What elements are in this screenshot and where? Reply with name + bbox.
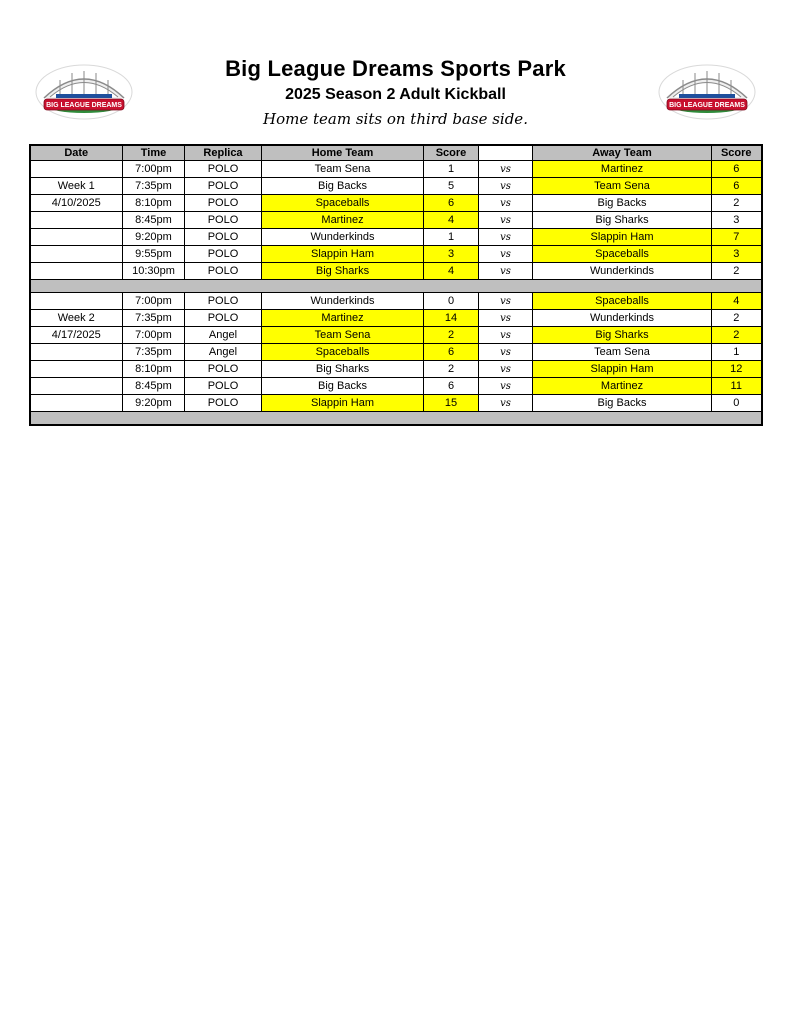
away-score-cell: 6 (712, 178, 762, 195)
vs-cell: vs (479, 361, 533, 378)
away-team-cell: Big Sharks (533, 327, 712, 344)
replica-cell: POLO (185, 178, 262, 195)
home-team-cell: Martinez (262, 310, 424, 327)
away-team-cell: Big Sharks (533, 212, 712, 229)
home-team-cell: Slappin Ham (262, 395, 424, 412)
home-team-cell: Big Sharks (262, 263, 424, 280)
home-score-cell: 2 (424, 361, 479, 378)
time-cell: 10:30pm (123, 263, 185, 280)
table-row (30, 361, 762, 378)
replica-cell: POLO (185, 161, 262, 178)
big-league-dreams-logo-right (657, 62, 757, 122)
vs-cell: vs (479, 229, 533, 246)
vs-cell: vs (479, 344, 533, 361)
date-cell: 4/17/2025 (30, 327, 123, 344)
vs-cell: vs (479, 310, 533, 327)
table-row (30, 378, 762, 395)
away-team-cell: Spaceballs (533, 293, 712, 310)
header-date: Date (30, 145, 123, 161)
vs-cell: vs (479, 263, 533, 280)
home-team-cell: Slappin Ham (262, 246, 424, 263)
home-team-cell: Team Sena (262, 327, 424, 344)
table-row (30, 293, 762, 310)
date-cell: 4/10/2025 (30, 195, 123, 212)
replica-cell: POLO (185, 310, 262, 327)
replica-cell: POLO (185, 212, 262, 229)
table-row (30, 263, 762, 280)
away-score-cell: 1 (712, 344, 762, 361)
away-score-cell: 4 (712, 293, 762, 310)
vs-cell: vs (479, 327, 533, 344)
away-team-cell: Big Backs (533, 395, 712, 412)
separator-row (30, 280, 762, 293)
replica-cell: POLO (185, 378, 262, 395)
home-team-cell: Team Sena (262, 161, 424, 178)
replica-cell: POLO (185, 195, 262, 212)
table-row (30, 327, 762, 344)
stadium-logo-graphic (34, 62, 134, 122)
time-cell: 8:45pm (123, 212, 185, 229)
date-cell (30, 344, 123, 361)
time-cell: 7:35pm (123, 310, 185, 327)
time-cell: 7:00pm (123, 293, 185, 310)
home-team-cell: Martinez (262, 212, 424, 229)
vs-cell: vs (479, 161, 533, 178)
date-cell (30, 263, 123, 280)
header-away-score: Score (712, 145, 762, 161)
logo-banner-text: BIG LEAGUE DREAMS (669, 102, 745, 109)
date-cell: Week 2 (30, 310, 123, 327)
home-team-cell: Wunderkinds (262, 293, 424, 310)
replica-cell: POLO (185, 395, 262, 412)
home-score-cell: 4 (424, 212, 479, 229)
home-score-cell: 14 (424, 310, 479, 327)
replica-cell: POLO (185, 246, 262, 263)
separator-cell (30, 280, 762, 293)
vs-cell: vs (479, 212, 533, 229)
home-score-cell: 5 (424, 178, 479, 195)
home-team-cell: Big Backs (262, 178, 424, 195)
away-team-cell: Spaceballs (533, 246, 712, 263)
away-score-cell: 12 (712, 361, 762, 378)
away-score-cell: 6 (712, 161, 762, 178)
date-cell (30, 246, 123, 263)
replica-cell: POLO (185, 361, 262, 378)
page-subtitle: 2025 Season 2 Adult Kickball (285, 86, 506, 103)
vs-cell: vs (479, 293, 533, 310)
replica-cell: Angel (185, 327, 262, 344)
replica-cell: POLO (185, 293, 262, 310)
home-team-cell: Spaceballs (262, 344, 424, 361)
table-row (30, 212, 762, 229)
time-cell: 9:20pm (123, 395, 185, 412)
schedule-table (29, 144, 763, 426)
date-cell (30, 378, 123, 395)
home-team-note: Home team sits on third base side. (263, 110, 528, 128)
table-row (30, 229, 762, 246)
home-team-cell: Spaceballs (262, 195, 424, 212)
table-row (30, 195, 762, 212)
home-score-cell: 1 (424, 161, 479, 178)
time-cell: 7:35pm (123, 178, 185, 195)
table-header-row (30, 145, 762, 161)
home-team-cell: Wunderkinds (262, 229, 424, 246)
date-cell (30, 212, 123, 229)
page-header (0, 56, 791, 128)
home-score-cell: 4 (424, 263, 479, 280)
table-row (30, 178, 762, 195)
vs-cell: vs (479, 195, 533, 212)
vs-cell: vs (479, 378, 533, 395)
header-home-score: Score (424, 145, 479, 161)
time-cell: 8:45pm (123, 378, 185, 395)
logo-banner-text: BIG LEAGUE DREAMS (46, 102, 122, 109)
away-score-cell: 2 (712, 195, 762, 212)
vs-cell: vs (479, 178, 533, 195)
page-title: Big League Dreams Sports Park (225, 56, 566, 81)
separator-row (30, 412, 762, 425)
away-team-cell: Slappin Ham (533, 361, 712, 378)
title-block (134, 56, 657, 128)
table-row (30, 310, 762, 327)
header-time: Time (123, 145, 185, 161)
home-team-cell: Big Backs (262, 378, 424, 395)
home-team-cell: Big Sharks (262, 361, 424, 378)
away-score-cell: 0 (712, 395, 762, 412)
table-row (30, 395, 762, 412)
time-cell: 9:55pm (123, 246, 185, 263)
date-cell (30, 161, 123, 178)
header-home-team: Home Team (262, 145, 424, 161)
away-score-cell: 11 (712, 378, 762, 395)
date-cell (30, 229, 123, 246)
table-row (30, 246, 762, 263)
time-cell: 7:00pm (123, 161, 185, 178)
date-cell (30, 361, 123, 378)
home-score-cell: 6 (424, 344, 479, 361)
time-cell: 8:10pm (123, 361, 185, 378)
stadium-logo-graphic (657, 62, 757, 122)
home-score-cell: 2 (424, 327, 479, 344)
replica-cell: POLO (185, 263, 262, 280)
header-vs-spacer (479, 145, 533, 161)
away-score-cell: 3 (712, 246, 762, 263)
replica-cell: Angel (185, 344, 262, 361)
time-cell: 8:10pm (123, 195, 185, 212)
home-score-cell: 0 (424, 293, 479, 310)
header-replica: Replica (185, 145, 262, 161)
away-score-cell: 2 (712, 263, 762, 280)
replica-cell: POLO (185, 229, 262, 246)
away-score-cell: 2 (712, 327, 762, 344)
home-score-cell: 1 (424, 229, 479, 246)
time-cell: 7:35pm (123, 344, 185, 361)
home-score-cell: 6 (424, 195, 479, 212)
away-team-cell: Team Sena (533, 178, 712, 195)
header-away-team: Away Team (533, 145, 712, 161)
away-team-cell: Wunderkinds (533, 310, 712, 327)
date-cell: Week 1 (30, 178, 123, 195)
away-score-cell: 3 (712, 212, 762, 229)
away-score-cell: 2 (712, 310, 762, 327)
home-score-cell: 15 (424, 395, 479, 412)
home-score-cell: 3 (424, 246, 479, 263)
time-cell: 7:00pm (123, 327, 185, 344)
time-cell: 9:20pm (123, 229, 185, 246)
vs-cell: vs (479, 246, 533, 263)
away-team-cell: Martinez (533, 161, 712, 178)
away-team-cell: Wunderkinds (533, 263, 712, 280)
separator-cell (30, 412, 762, 425)
away-team-cell: Team Sena (533, 344, 712, 361)
date-cell (30, 395, 123, 412)
away-team-cell: Big Backs (533, 195, 712, 212)
vs-cell: vs (479, 395, 533, 412)
table-row (30, 344, 762, 361)
date-cell (30, 293, 123, 310)
big-league-dreams-logo-left (34, 62, 134, 122)
table-row (30, 161, 762, 178)
away-team-cell: Martinez (533, 378, 712, 395)
away-score-cell: 7 (712, 229, 762, 246)
away-team-cell: Slappin Ham (533, 229, 712, 246)
home-score-cell: 6 (424, 378, 479, 395)
